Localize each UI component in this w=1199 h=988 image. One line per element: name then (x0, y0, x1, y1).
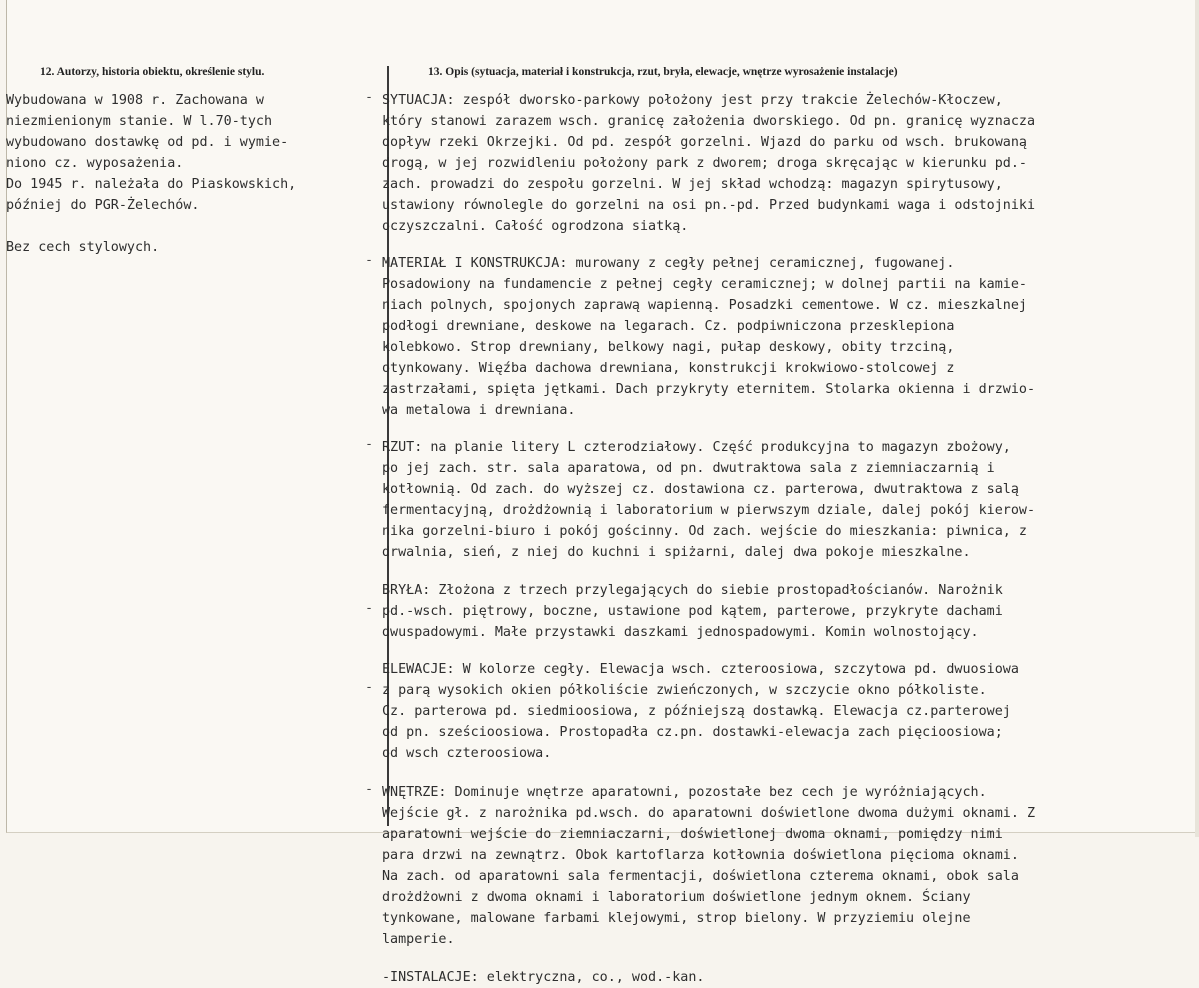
description-line: zach. prowadzi do zespołu gorzelni. W jej skład wchodzą: magazyn spirytusowy, (382, 177, 1003, 192)
section-13-heading: 13. Opis (sytuacja, materiał i konstrukcja, rzut, bryła, elewacje, wnętrze wyrosażenie instalacje) (428, 66, 898, 78)
description-section (382, 782, 1192, 950)
description-line: -INSTALACJE: elektryczna, co., wod.-kan. (382, 970, 705, 985)
description-line: Posadowiony na fundamencie z pełnej cegły ceramicznej; w dolnej partii na kamie- (382, 277, 1027, 292)
description-line: który stanowi zarazem wsch. granicę założenia dworskiego. Od pn. granicę wyznacza (382, 114, 1036, 129)
history-line: Bez cech stylowych. (6, 240, 160, 255)
description-line: RZUT: na planie litery L czterodziałowy. Część produkcyjna to magazyn zbożowy, (382, 440, 1011, 455)
description-section (382, 659, 1192, 764)
description-line: WNĘTRZE: Dominuje wnętrze aparatowni, pozostałe bez cech je wyróżniających. (382, 785, 987, 800)
history-line (6, 216, 366, 237)
description-line: podłogi drewniane, deskowe na legarach. Cz. podpiwniczona przesklepiona (382, 319, 955, 334)
history-line: Wybudowana w 1908 r. Zachowana w (6, 93, 264, 108)
description-line: zastrzałami, spięta jętkami. Dach przykryty eternitem. Stolarka okienna i drzwio- (382, 382, 1036, 397)
section-dash-marker: - (365, 601, 373, 616)
description-line: aparatowni wejście do ziemniaczarni, doświetlonej dwoma oknami, pomiędzy nimi (382, 827, 1003, 842)
description-line: dwuspadowymi. Małe przystawki daszkami jednospadowymi. Komin wolnostojący. (382, 625, 979, 640)
description-section (382, 580, 1192, 643)
description-line: MATERIAŁ I KONSTRUKCJA: murowany z cegły pełnej ceramicznej, fugowanej. (382, 256, 955, 271)
description-line: fermentacyjną, drożdżownią i laboratorium w pierwszym dziale, dalej pokój kierow- (382, 503, 1036, 518)
description-section (382, 253, 1192, 421)
description-line: drogą, w jej rozwidleniu położony park z dworem; droga skręcając w kierunku pd.- (382, 156, 1027, 171)
section-gap (382, 764, 1192, 782)
section-dash-marker: - (365, 437, 373, 452)
description-line: pd.-wsch. piętrowy, boczne, ustawione pod kątem, parterowe, przykryte dachami (382, 604, 1003, 619)
description-line: od wsch czteroosiowa. (382, 746, 552, 761)
history-line: Do 1945 r. należała do Piaskowskich, (6, 177, 297, 192)
section-gap (382, 421, 1192, 437)
description-section (382, 967, 1192, 988)
description-line: lamperie. (382, 932, 455, 947)
description-line: kotłownią. Od zach. do wyższej cz. dostawiona cz. parterowa, dwutraktowa z salą (382, 482, 1019, 497)
history-line: wybudowano dostawkę od pd. i wymie- (6, 135, 289, 150)
description-line: ELEWACJE: W kolorze cegły. Elewacja wsch. czteroosiowa, szczytowa pd. dwuosiowa (382, 662, 1019, 677)
description-line: drożdżowni z dwoma oknami i laboratorium doświetlone jednym oknem. Ściany (382, 890, 971, 905)
description-line: po jej zach. str. sala aparatowa, od pn. dwutraktowa sala z ziemniaczarnią i (382, 461, 995, 476)
description-line: kolebkowo. Strop drewniany, belkowy nagi, pułap deskowy, obity trzciną, (382, 340, 955, 355)
section-12-heading: 12. Autorzy, historia obiektu, określenie stylu. (40, 66, 265, 78)
history-text (6, 90, 366, 258)
description-line: od pn. sześcioosiowa. Prostopadła cz.pn. dostawki-elewacja zach pięcioosiowa; (382, 725, 1003, 740)
description-section (382, 90, 1192, 237)
section-gap (382, 237, 1192, 253)
history-line: niezmienionym stanie. W l.70-tych (6, 114, 273, 129)
section-gap (382, 950, 1192, 967)
description-line: otynkowany. Więźba dachowa drewniana, konstrukcji krokwiowo-stolcowej z (382, 361, 955, 376)
description-line: wa metalowa i drewniana. (382, 403, 576, 418)
description-line: oczyszczalni. Całość ogrodzona siatką. (382, 219, 689, 234)
scan-edge (1195, 0, 1199, 837)
description-section (382, 437, 1192, 563)
description-line: z parą wysokich okien półkoliście zwieńczonych, w szczycie okno półkoliste. (382, 683, 987, 698)
description-line: para drzwi na zewnątrz. Obok kartoflarza kotłownia doświetlona pięcioma oknami. (382, 848, 1019, 863)
section-dash-marker: - (365, 680, 373, 695)
description-line: niach polnych, spojonych zaprawą wapienną. Posadzki cementowe. W cz. mieszkalnej (382, 298, 1027, 313)
history-line: później do PGR-Żelechów. (6, 198, 200, 213)
section-dash-marker: - (365, 782, 373, 797)
section-dash-marker: - (365, 253, 373, 268)
description-line: dopływ rzeki Okrzejki. Od pd. zespół gorzelni. Wjazd do parku od wsch. brukowaną (382, 135, 1027, 150)
description-line: tynkowane, malowane farbami klejowymi, strop bielony. W przyziemiu olejne (382, 911, 971, 926)
history-line: niono cz. wyposażenia. (6, 156, 184, 171)
description-text (382, 90, 1192, 988)
description-line: drwalnia, sień, z niej do kuchni i spiżarni, dalej dwa pokoje mieszkalne. (382, 545, 971, 560)
description-line: Na zach. od aparatowni sala fermentacji, doświetlona czterema oknami, obok sala (382, 869, 1019, 884)
description-line: Wejście gł. z narożnika pd.wsch. do aparatowni doświetlone dwoma dużymi oknami. Z (382, 806, 1036, 821)
section-gap (382, 643, 1192, 659)
section-gap (382, 563, 1192, 580)
description-line: ustawiony równolegle do gorzelni na osi pn.-pd. Przed budynkami waga i odstojniki (382, 198, 1036, 213)
section-dash-marker: - (365, 90, 373, 105)
description-line: SYTUACJA: zespół dworsko-parkowy położony jest przy trakcie Żelechów-Kłoczew, (382, 93, 1003, 108)
description-line: Cz. parterowa pd. siedmioosiowa, z późniejszą dostawką. Elewacja cz.parterowej (382, 704, 1011, 719)
description-line: BRYŁA: Złożona z trzech przylegających do siebie prostopadłościanów. Narożnik (382, 583, 1003, 598)
description-line: nika gorzelni-biuro i pokój gościnny. Od zach. wejście do mieszkania: piwnica, z (382, 524, 1027, 539)
